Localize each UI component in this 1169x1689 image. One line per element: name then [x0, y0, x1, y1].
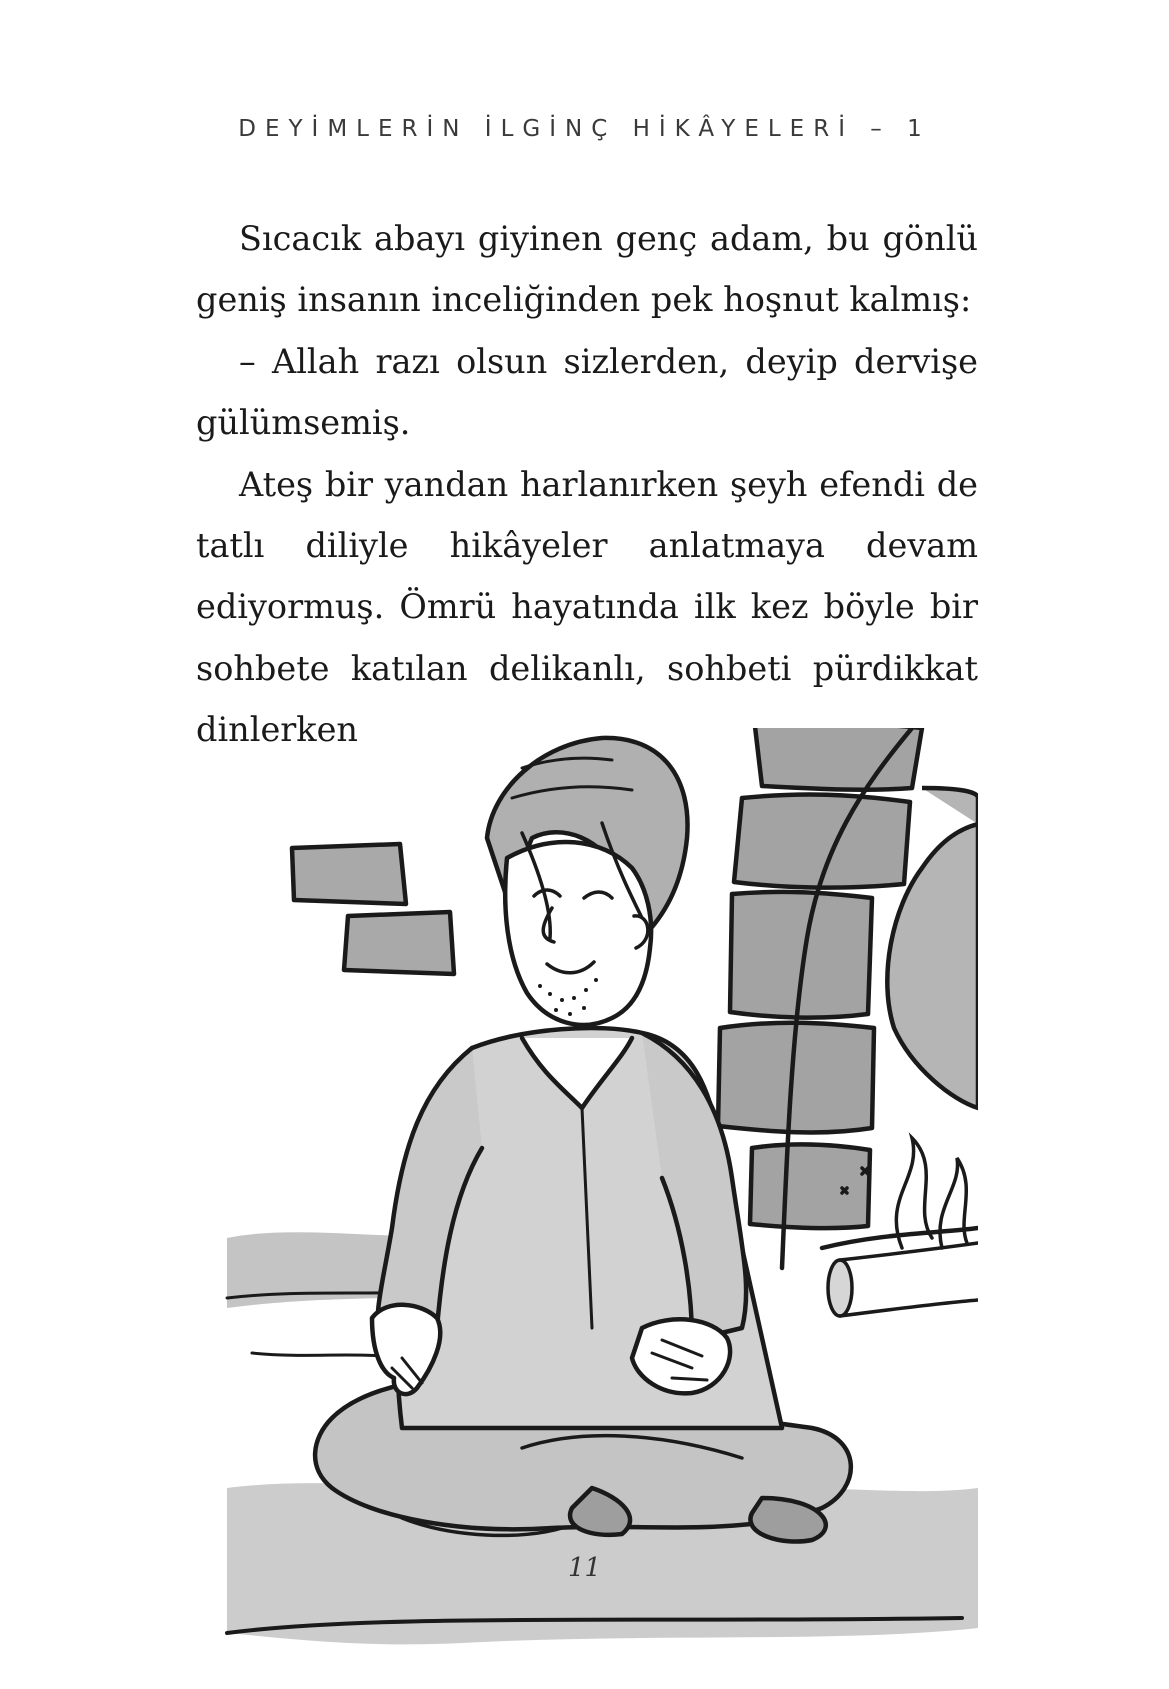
illustration-seated-young-man [222, 728, 978, 1658]
young-man-head [487, 738, 688, 1025]
page-number: 11 [567, 1553, 602, 1583]
paragraph: – Allah razı olsun sizlerden, deyip dervişe gülümsemiş. [196, 341, 978, 443]
paragraph: Sıcacık abayı giyinen genç adam, bu gönlü geniş insanın inceliğinden pek hoşnut kalmış: [196, 219, 978, 320]
running-header: DEYİMLERİN İLGİNÇ HİKÂYELERİ – 1 [238, 116, 931, 142]
paragraph: Ateş bir yandan harlanırken şeyh efendi de tatlı diliyle hikâyeler anlatmaya devam ediyormuş. Ömrü hayatında ilk kez böyle bir sohbete katılan delikanlı, sohbeti pürdikkat dinlerken [196, 464, 978, 750]
body-text [196, 208, 978, 761]
wall-bricks-left [292, 844, 454, 974]
